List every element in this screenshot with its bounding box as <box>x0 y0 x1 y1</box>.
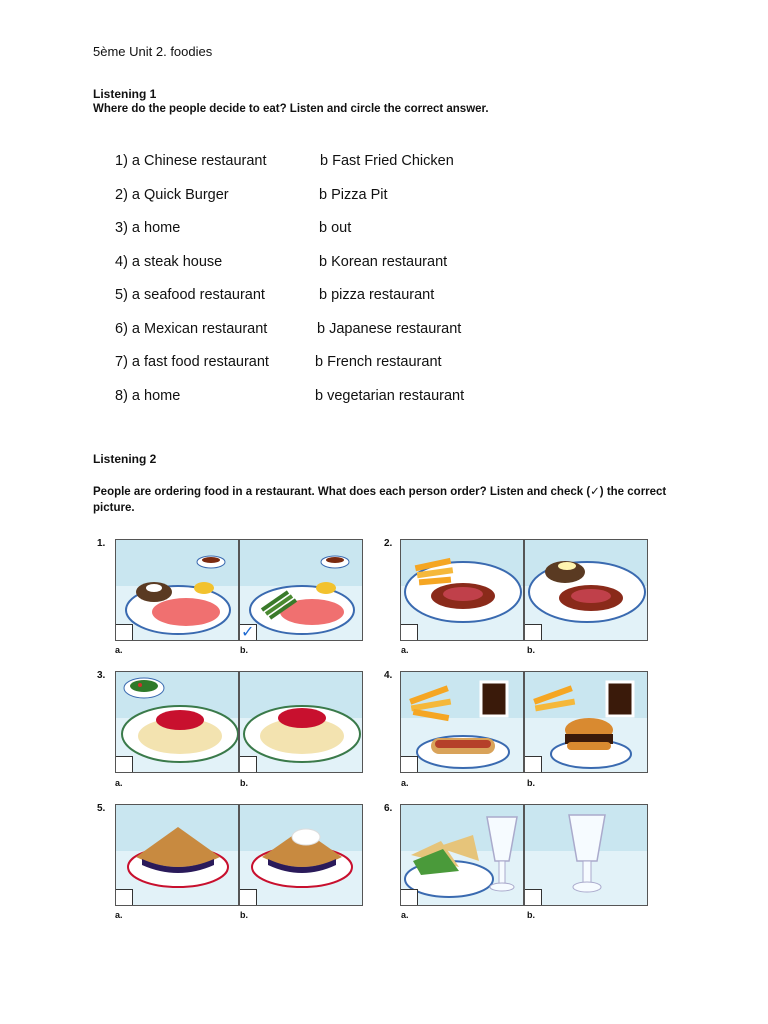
picture-panel-1a[interactable] <box>115 539 239 641</box>
exercise-number: 2. <box>384 538 393 549</box>
option-b[interactable]: b French restaurant <box>315 354 442 370</box>
exercise-number: 4. <box>384 670 393 681</box>
sandwich-milk-picture <box>401 805 524 906</box>
option-b[interactable]: b Fast Fried Chicken <box>320 153 454 169</box>
option-a[interactable]: 7) a fast food restaurant <box>115 354 269 370</box>
picture-panel-2b[interactable] <box>524 539 648 641</box>
option-label-a: a. <box>115 645 123 655</box>
checkbox-5a[interactable] <box>116 889 133 905</box>
option-label-a: a. <box>115 778 123 788</box>
option-label-b: b. <box>527 645 535 655</box>
blueberry-pie-ice-cream-picture <box>240 805 363 906</box>
spaghetti-salad-picture <box>116 672 239 773</box>
option-a[interactable]: 5) a seafood restaurant <box>115 287 265 303</box>
listening2-heading: Listening 2 <box>93 452 157 466</box>
option-b[interactable]: b vegetarian restaurant <box>315 388 465 404</box>
checkbox-4b[interactable] <box>525 756 542 772</box>
option-a[interactable]: 6) a Mexican restaurant <box>115 321 268 337</box>
option-label-a: a. <box>115 910 123 920</box>
checkbox-6a[interactable] <box>401 889 418 905</box>
exercise-number: 6. <box>384 803 393 814</box>
check-mark-icon: ✓ <box>241 624 255 641</box>
option-b[interactable]: b pizza restaurant <box>319 287 435 303</box>
option-b[interactable]: b Pizza Pit <box>319 187 388 203</box>
checkbox-3b[interactable] <box>240 756 257 772</box>
option-label-b: b. <box>527 910 535 920</box>
option-a[interactable]: 4) a steak house <box>115 254 223 270</box>
option-label-a: a. <box>401 910 409 920</box>
option-label-a: a. <box>401 778 409 788</box>
option-b[interactable]: b Japanese restaurant <box>317 321 462 337</box>
picture-panel-3b[interactable] <box>239 671 363 773</box>
picture-panel-5b[interactable] <box>239 804 363 906</box>
checkbox-6b[interactable] <box>525 889 542 905</box>
spaghetti-picture <box>240 672 363 773</box>
checkbox-2a[interactable] <box>401 624 418 640</box>
picture-panel-5a[interactable] <box>115 804 239 906</box>
option-a[interactable]: 8) a home <box>115 388 181 404</box>
picture-panel-2a[interactable] <box>400 539 524 641</box>
picture-panel-4a[interactable] <box>400 671 524 773</box>
option-b[interactable]: b Korean restaurant <box>319 254 448 270</box>
exercise-number: 5. <box>97 803 106 814</box>
burger-fries-drink-picture <box>525 672 648 773</box>
checkbox-1b[interactable] <box>240 624 257 640</box>
checkbox-5b[interactable] <box>240 889 257 905</box>
picture-panel-4b[interactable] <box>524 671 648 773</box>
picture-panel-6a[interactable] <box>400 804 524 906</box>
fish-asparagus-plate-picture <box>240 540 363 641</box>
picture-panel-3a[interactable] <box>115 671 239 773</box>
picture-panel-1b[interactable] <box>239 539 363 641</box>
hotdog-fries-drink-picture <box>401 672 524 773</box>
checkbox-1a[interactable] <box>116 624 133 640</box>
option-label-b: b. <box>240 645 248 655</box>
option-a[interactable]: 3) a home <box>115 220 181 236</box>
option-label-a: a. <box>401 645 409 655</box>
option-label-b: b. <box>240 910 248 920</box>
exercise-number: 1. <box>97 538 106 549</box>
milk-glass-picture <box>525 805 648 906</box>
checkbox-3a[interactable] <box>116 756 133 772</box>
steak-fries-plate-picture <box>401 540 524 641</box>
option-a[interactable]: 1) a Chinese restaurant <box>115 153 267 169</box>
document-title: 5ème Unit 2. foodies <box>93 44 213 59</box>
option-label-b: b. <box>527 778 535 788</box>
option-b[interactable]: b out <box>319 220 352 236</box>
listening1-instruction: Where do the people decide to eat? Listen and circle the correct answer. <box>93 103 489 115</box>
fish-potato-plate-picture <box>116 540 239 641</box>
checkbox-4a[interactable] <box>401 756 418 772</box>
checkbox-2b[interactable] <box>525 624 542 640</box>
exercise-number: 3. <box>97 670 106 681</box>
steak-potato-plate-picture <box>525 540 648 641</box>
listening1-heading: Listening 1 <box>93 87 157 101</box>
option-label-b: b. <box>240 778 248 788</box>
listening2-instruction: People are ordering food in a restaurant. What does each person order? Listen and check (✓) the correct picture. <box>93 486 667 514</box>
option-a[interactable]: 2) a Quick Burger <box>115 187 229 203</box>
picture-panel-6b[interactable] <box>524 804 648 906</box>
blueberry-pie-picture <box>116 805 239 906</box>
